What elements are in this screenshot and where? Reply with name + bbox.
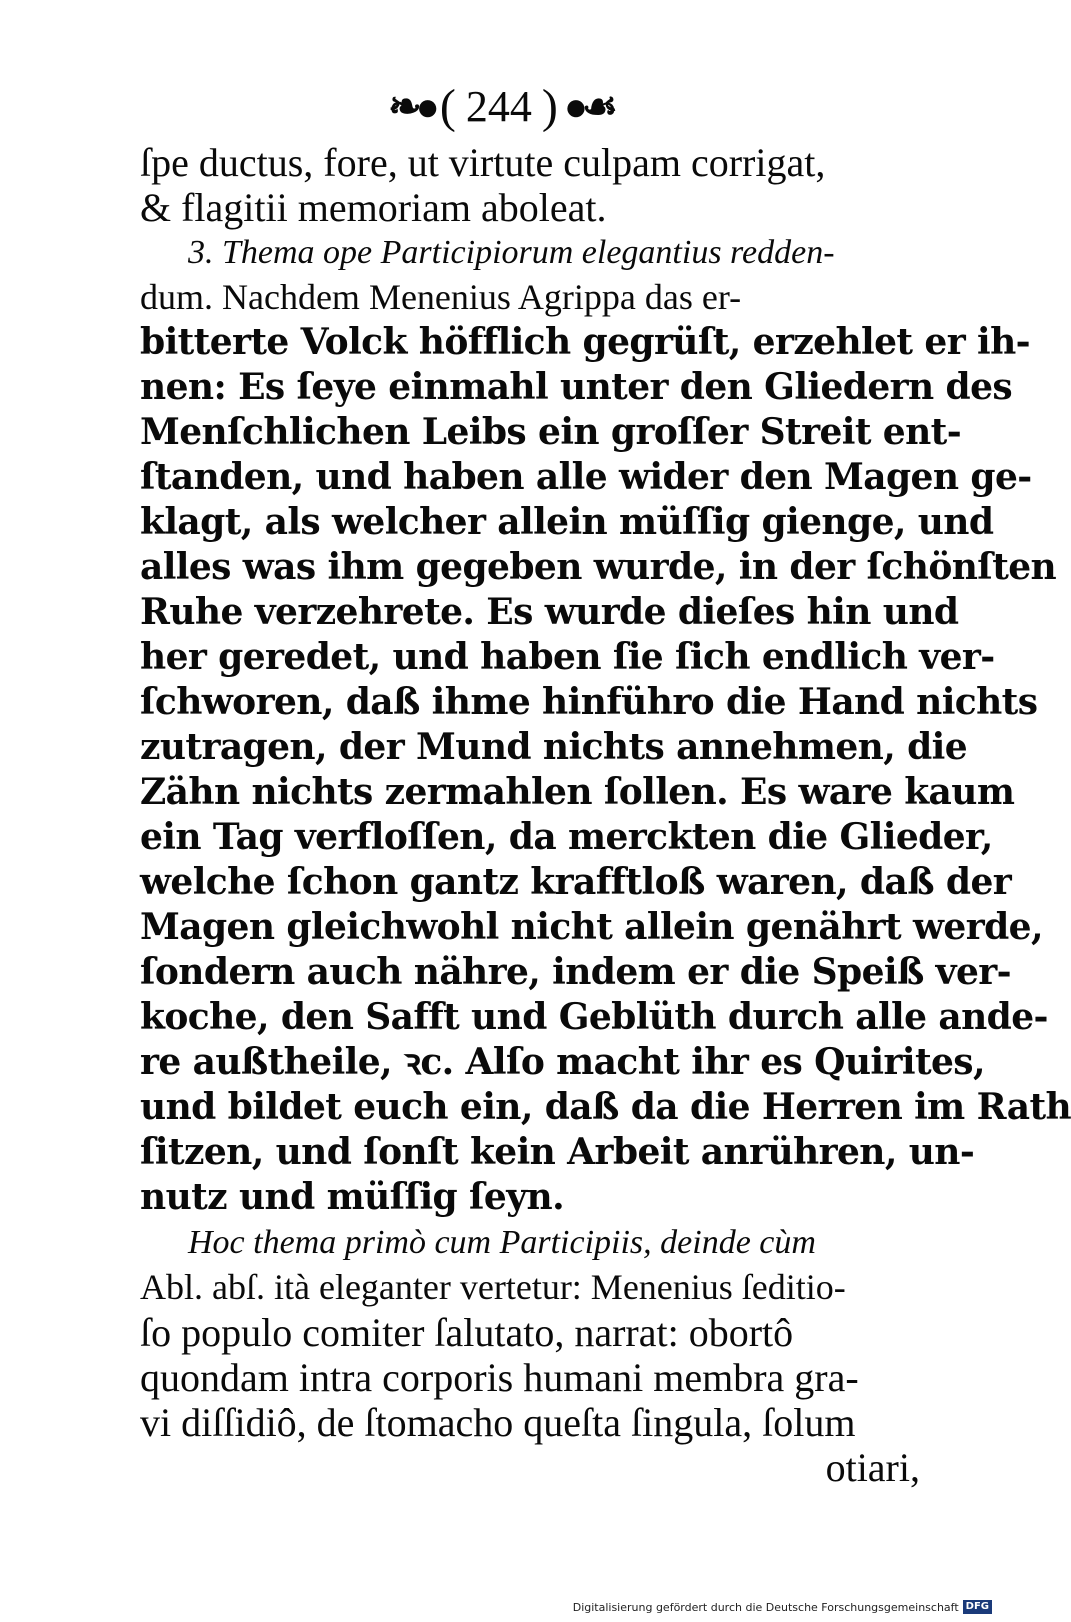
text-line: ſitzen, und ſonſt kein Arbeit anrühren, un- bbox=[140, 1131, 975, 1173]
text-line: ſpe ductus, fore, ut virtute culpam corrigat, bbox=[140, 140, 826, 185]
text-line: bitterte Volck höfflich gegrüſt, erzehlet er ih- bbox=[140, 321, 1030, 363]
digitization-credit bbox=[573, 1598, 992, 1616]
text-line: Magen gleichwohl nicht allein genährt werde, bbox=[140, 906, 1043, 948]
text-line: nutz und müſſig ſeyn. bbox=[140, 1176, 565, 1218]
text-line: & flagitii memoriam aboleat. bbox=[140, 185, 607, 230]
text-line: otiari, bbox=[825, 1445, 920, 1490]
text-line: nen: Es ſeye einmahl unter den Gliedern des bbox=[140, 366, 1013, 408]
text-line: koche, den Safft und Geblüth durch alle ande- bbox=[140, 996, 1048, 1038]
left-paren: ( bbox=[439, 80, 456, 133]
text-line: ſtanden, und haben alle wider den Magen ge- bbox=[140, 456, 1032, 498]
text-line: 3. Thema ope Participiorum elegantius redden- bbox=[188, 234, 835, 271]
page-header bbox=[0, 72, 1000, 142]
text-line: Abl. abſ. ità eleganter vertetur: Menenius ſeditio- bbox=[140, 1267, 846, 1307]
text-line: alles was ihm gegeben wurde, in der ſchönſten bbox=[140, 546, 1057, 588]
text-line: zutragen, der Mund nichts annehmen, die bbox=[140, 726, 968, 768]
text-line: welche ſchon gantz krafftloß waren, daß der bbox=[140, 861, 1012, 903]
dfg-logo: DFG bbox=[963, 1600, 992, 1614]
text-line: Zähn nichts zermahlen ſollen. Es ware kaum bbox=[140, 771, 1015, 813]
text-line: und bildet euch ein, daß da die Herren im Rath bbox=[140, 1086, 1071, 1128]
text-line: quondam intra corporis humani membra gra- bbox=[140, 1355, 859, 1400]
text-line: ſondern auch nähre, indem er die Speiß ver- bbox=[140, 951, 1011, 993]
text-line: ſo populo comiter ſalutato, narrat: obortô bbox=[140, 1310, 794, 1355]
text-line: ein Tag verfloſſen, da merckten die Glieder, bbox=[140, 816, 993, 858]
text-line: Menſchlichen Leibs ein groſſer Streit ent- bbox=[140, 411, 962, 453]
text-line: Hoc thema primò cum Participiis, deinde cùm bbox=[188, 1224, 816, 1261]
credit-text: Digitalisierung gefördert durch die Deutsche Forschungsgemeinschaft bbox=[572, 1600, 959, 1614]
right-ornament-icon: ●☙ bbox=[563, 84, 612, 129]
body-text bbox=[140, 140, 1071, 1490]
page-number: 244 bbox=[465, 82, 532, 131]
text-line: her geredet, und haben ſie ſich endlich ver- bbox=[140, 636, 995, 678]
text-line: re außtheile, ꝛc. Alſo macht ihr es Quirites, bbox=[140, 1041, 985, 1083]
left-ornament-icon: ❧● bbox=[388, 84, 434, 129]
text-line: Ruhe verzehrete. Es wurde dieſes hin und bbox=[140, 591, 959, 633]
text-line: vi diſſidiô, de ſtomacho queſta ſingula, ſolum bbox=[140, 1400, 856, 1445]
text-line: klagt, als welcher allein müſſig gienge, und bbox=[140, 501, 994, 543]
text-line: ſchworen, daß ihme hinführo die Hand nichts bbox=[140, 681, 1038, 723]
text-line: dum. Nachdem Menenius Agrippa das er- bbox=[140, 277, 742, 317]
right-paren: ) bbox=[541, 80, 558, 133]
